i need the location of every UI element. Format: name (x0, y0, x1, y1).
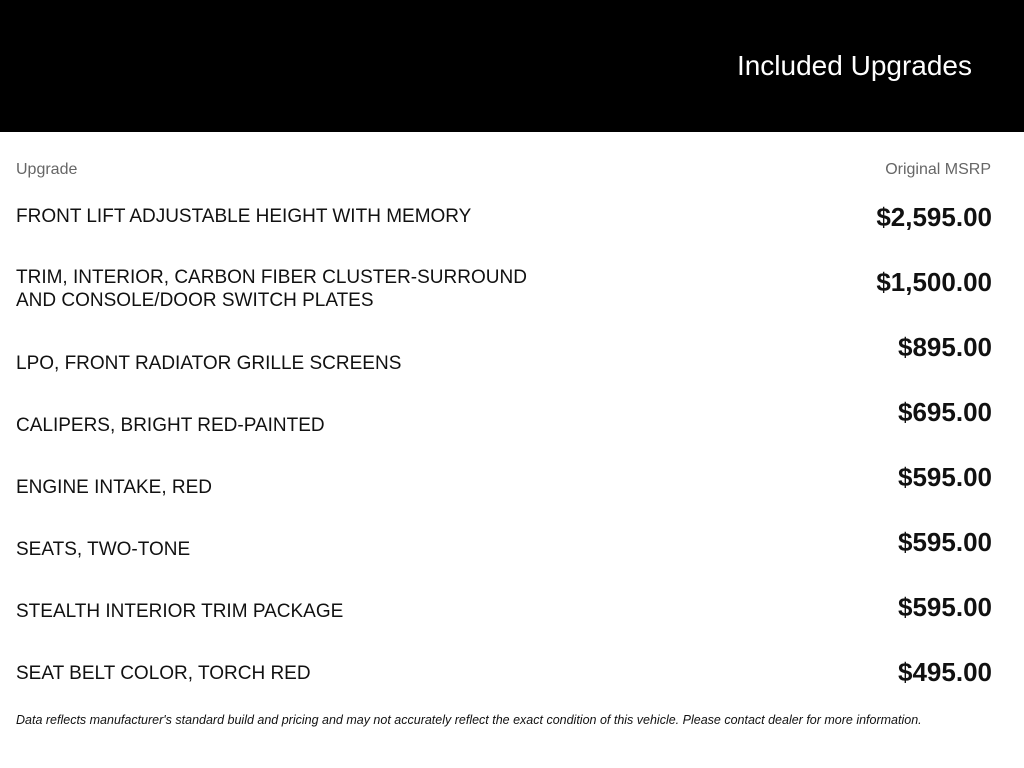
upgrade-name: SEAT BELT COLOR, TORCH RED (16, 663, 311, 684)
upgrade-name: LPO, FRONT RADIATOR GRILLE SCREENS (16, 353, 402, 374)
upgrade-price: $2,595.00 (876, 202, 992, 232)
column-header-msrp: Original MSRP (885, 161, 991, 178)
upgrade-price: $495.00 (898, 657, 992, 687)
column-header-upgrade: Upgrade (16, 161, 78, 178)
upgrade-price: $895.00 (898, 332, 992, 362)
upgrade-price: $595.00 (898, 527, 992, 557)
upgrade-price: $1,500.00 (876, 267, 992, 297)
header-bar (0, 0, 1024, 132)
disclaimer-footnote: Data reflects manufacturer's standard build and pricing and may not accurately reflect the exact condition of this vehicle. Please contact dealer for more information. (16, 713, 922, 727)
upgrade-name: TRIM, INTERIOR, CARBON FIBER CLUSTER-SURROUND AND CONSOLE/DOOR SWITCH PLATES (16, 267, 527, 311)
upgrade-price: $695.00 (898, 397, 992, 427)
upgrade-name: STEALTH INTERIOR TRIM PACKAGE (16, 601, 344, 622)
upgrade-name: SEATS, TWO-TONE (16, 539, 191, 560)
upgrade-name: FRONT LIFT ADJUSTABLE HEIGHT WITH MEMORY (16, 206, 472, 227)
upgrade-price: $595.00 (898, 462, 992, 492)
upgrade-price: $595.00 (898, 592, 992, 622)
upgrade-name: ENGINE INTAKE, RED (16, 477, 213, 498)
page-title: Included Upgrades (736, 50, 972, 81)
upgrade-name: CALIPERS, BRIGHT RED-PAINTED (16, 415, 325, 436)
